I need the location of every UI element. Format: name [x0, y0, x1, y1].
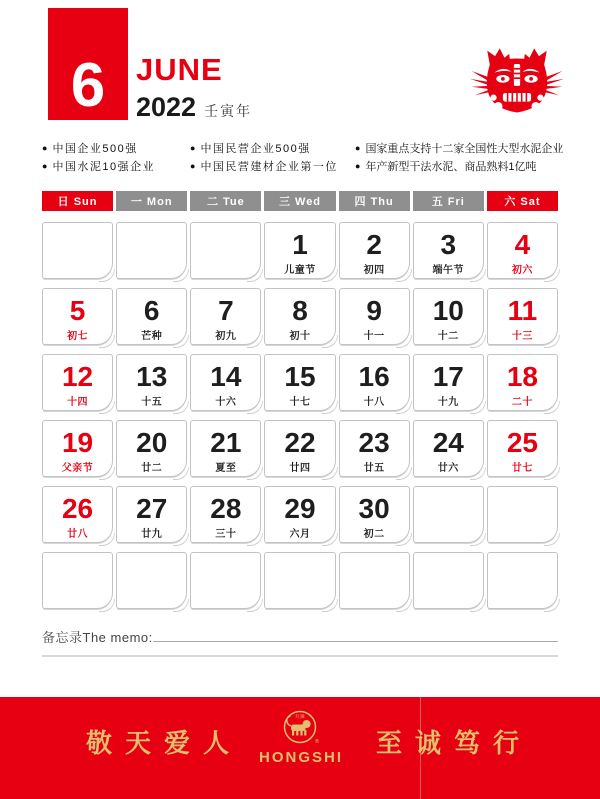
calendar-cell-14	[190, 354, 261, 411]
calendar-cell-empty	[487, 486, 558, 543]
highlight-item	[355, 157, 563, 175]
lunar-label: 十五	[141, 397, 163, 408]
highlight-column	[190, 139, 338, 175]
calendar-cell-empty	[413, 552, 484, 609]
memo-second-line	[42, 655, 558, 657]
calendar-cell-empty	[190, 552, 261, 609]
lunar-label: 初六	[511, 265, 533, 276]
calendar-cell-4	[487, 222, 558, 279]
lunar-label: 六月	[289, 529, 311, 540]
brand-name: HONGSHI	[258, 749, 343, 766]
highlight-item	[42, 139, 155, 157]
date-number: 23	[358, 427, 390, 458]
date-number: 24	[432, 427, 464, 458]
year-number: 2022	[136, 92, 197, 122]
calendar-cell-1	[264, 222, 335, 279]
highlight-text: 国家重点支持十二家全国性大型水泥企业	[365, 143, 564, 155]
slogan-right: 至诚笃行	[376, 728, 533, 758]
lunar-label: 父亲节	[61, 463, 94, 474]
calendar-cell-16	[339, 354, 410, 411]
lunar-label: 十六	[215, 397, 237, 408]
date-number: 22	[284, 427, 316, 458]
calendar-cell-3	[413, 222, 484, 279]
calendar-cell-7	[190, 288, 261, 345]
calendar-cell-empty	[487, 552, 558, 609]
lunar-label: 廿五	[363, 463, 385, 474]
lunar-label: 芒种	[141, 331, 163, 342]
date-number: 26	[61, 493, 94, 524]
calendar-cell-15	[264, 354, 335, 411]
calendar-cell-12	[42, 354, 113, 411]
date-number: 14	[210, 361, 242, 392]
lunar-label: 初四	[363, 265, 385, 276]
calendar-cell-26	[42, 486, 113, 543]
calendar-cell-21	[190, 420, 261, 477]
bullet-icon: ●	[190, 161, 196, 171]
highlight-text: 中国水泥10强企业	[52, 161, 156, 173]
tiger-papercut-icon	[468, 46, 566, 118]
calendar-cell-20	[116, 420, 187, 477]
date-number: 3	[440, 229, 457, 260]
bullet-icon: ●	[190, 143, 196, 153]
lunar-label: 廿六	[437, 463, 459, 474]
calendar-cell-13	[116, 354, 187, 411]
lunar-label: 十三	[511, 331, 533, 342]
year-row	[136, 94, 252, 121]
calendar-cell-24	[413, 420, 484, 477]
lunar-label: 三十	[215, 529, 237, 540]
lion-silhouette	[287, 716, 311, 735]
date-number: 25	[506, 427, 538, 458]
date-number: 8	[292, 295, 308, 326]
calendar-cell-empty	[42, 552, 113, 609]
calendar-cell-30	[339, 486, 410, 543]
highlight-text: 中国民营企业500强	[200, 143, 311, 155]
highlight-column	[355, 139, 563, 175]
weekday-cell: 二 Tue	[190, 191, 261, 211]
date-number: 1	[292, 229, 308, 260]
calendar-cell-28	[190, 486, 261, 543]
date-number: 11	[507, 295, 538, 326]
date-number: 21	[210, 427, 242, 458]
calendar-cell-empty	[413, 486, 484, 543]
lunar-label: 十七	[289, 397, 311, 408]
date-number: 6	[143, 295, 160, 326]
calendar-cell-empty	[116, 222, 187, 279]
date-number: 27	[136, 493, 168, 524]
lunar-label: 廿九	[141, 529, 163, 540]
calendar-cell-6	[116, 288, 187, 345]
bullet-icon: ●	[355, 143, 361, 153]
highlight-item	[355, 139, 563, 157]
highlight-item	[42, 157, 155, 175]
calendar-cell-empty	[339, 552, 410, 609]
lunar-label: 十一	[363, 331, 385, 342]
highlights	[42, 139, 564, 179]
lunar-label: 十九	[437, 397, 459, 408]
date-number: 5	[69, 295, 86, 326]
calendar-cell-10	[413, 288, 484, 345]
date-number: 13	[136, 361, 168, 392]
memo-label: 备忘录The memo:	[42, 630, 153, 645]
weekday-cell: 五 Fri	[413, 191, 484, 211]
calendar-cell-empty	[264, 552, 335, 609]
highlight-text: 年产新型干法水泥、商品熟料1亿吨	[365, 161, 537, 173]
month-info	[136, 54, 252, 121]
date-number: 4	[514, 229, 531, 260]
calendar-cell-17	[413, 354, 484, 411]
date-number: 10	[432, 295, 464, 326]
bullet-icon: ●	[355, 161, 361, 171]
calendar-cell-27	[116, 486, 187, 543]
lunar-label: 廿七	[511, 463, 533, 474]
lunar-label: 廿二	[141, 463, 163, 474]
date-number: 15	[284, 361, 316, 392]
calendar-cell-11	[487, 288, 558, 345]
memo-writing-line	[153, 628, 558, 642]
weekday-cell: 六 Sat	[487, 191, 558, 211]
month-square	[48, 8, 128, 120]
calendar-cell-empty	[190, 222, 261, 279]
month-number: 6	[70, 51, 106, 121]
bullet-icon: ●	[42, 161, 48, 171]
registered-mark: ®	[315, 739, 320, 745]
date-number: 9	[366, 295, 382, 326]
date-number: 19	[61, 427, 94, 458]
weekday-cell: 三 Wed	[264, 191, 335, 211]
calendar-cell-25	[487, 420, 558, 477]
weekday-cell: 日 Sun	[42, 191, 113, 211]
calendar-cell-19	[42, 420, 113, 477]
hongshi-lion-logo-icon	[278, 708, 324, 748]
calendar-grid	[42, 222, 558, 609]
bullet-icon: ●	[42, 143, 48, 153]
calendar-cell-2	[339, 222, 410, 279]
calendar-cell-29	[264, 486, 335, 543]
date-number: 7	[218, 295, 234, 326]
weekday-cell: 四 Thu	[339, 191, 410, 211]
calendar-cell-9	[339, 288, 410, 345]
weekday-cell: 一 Mon	[116, 191, 187, 211]
brand-cn-label: 红狮	[295, 713, 305, 719]
highlight-item	[190, 139, 338, 157]
calendar-cell-23	[339, 420, 410, 477]
month-name: JUNE	[136, 52, 223, 87]
date-number: 18	[506, 361, 538, 392]
calendar-cell-5	[42, 288, 113, 345]
date-number: 29	[284, 493, 316, 524]
memo-row	[42, 627, 558, 646]
highlight-column	[42, 139, 155, 175]
lunar-label: 十四	[67, 397, 89, 408]
date-number: 30	[358, 493, 390, 524]
lunar-label: 初十	[289, 331, 311, 342]
lunar-label: 儿童节	[284, 265, 316, 276]
slogan-left: 敬天爱人	[86, 728, 243, 758]
highlight-text: 中国民营建材企业第一位	[200, 161, 338, 173]
highlight-item	[190, 157, 338, 175]
lunar-label: 初九	[215, 331, 237, 342]
highlight-text: 中国企业500强	[52, 143, 138, 155]
lunar-year-label: 壬寅年	[204, 103, 253, 119]
calendar-cell-8	[264, 288, 335, 345]
brand-block	[257, 708, 345, 766]
calendar-cell-empty	[42, 222, 113, 279]
lunar-label: 廿八	[67, 529, 89, 540]
lunar-label: 初二	[363, 529, 385, 540]
calendar-cell-18	[487, 354, 558, 411]
date-number: 12	[61, 361, 94, 392]
lunar-label: 廿四	[289, 463, 311, 474]
lunar-label: 初七	[67, 331, 89, 342]
date-number: 28	[210, 493, 242, 524]
date-number: 16	[358, 361, 390, 392]
date-number: 17	[432, 361, 464, 392]
calendar-cell-empty	[116, 552, 187, 609]
calendar-cell-22	[264, 420, 335, 477]
lunar-label: 十八	[363, 397, 385, 408]
weekday-row	[42, 191, 558, 211]
lunar-label: 端午节	[432, 265, 465, 276]
lunar-label: 二十	[511, 397, 533, 408]
date-number: 20	[136, 427, 168, 458]
lunar-label: 夏至	[215, 463, 237, 474]
lunar-label: 十二	[437, 331, 459, 342]
footer-band	[0, 697, 600, 799]
date-number: 2	[366, 229, 382, 260]
